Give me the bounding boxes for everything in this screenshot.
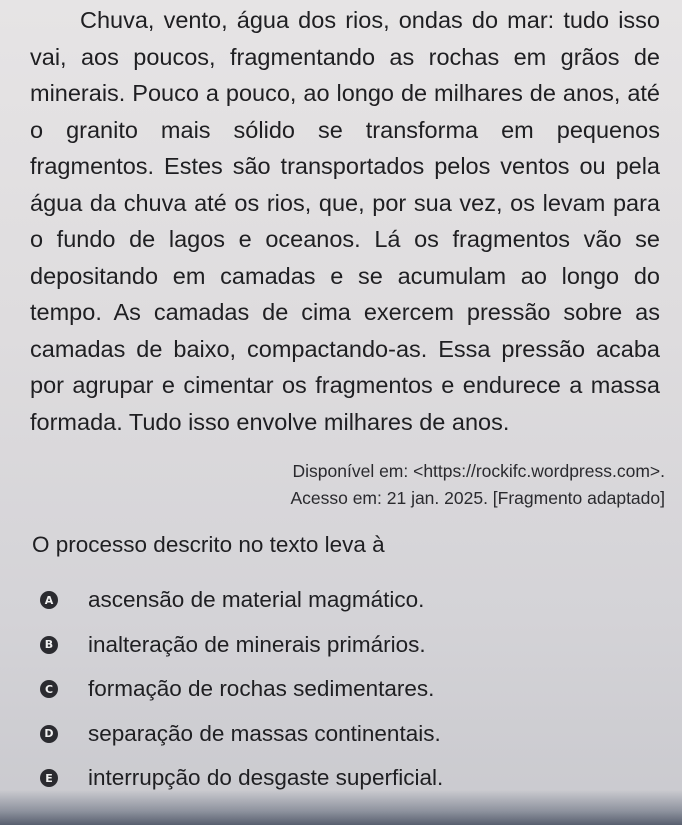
option-c-letter-badge: C [40, 680, 58, 698]
option-a-letter-badge: A [40, 591, 58, 609]
option-c[interactable] [40, 667, 640, 712]
source-url-line: Disponível em: <https://rockifc.wordpress.com>. [292, 461, 665, 481]
question-stem: O processo descrito no texto leva à [32, 532, 385, 557]
option-a-text: ascensão de material magmático. [88, 587, 425, 613]
source-citation [200, 458, 665, 512]
option-a[interactable] [40, 578, 640, 623]
option-b-letter-badge: B [40, 636, 58, 654]
option-d[interactable] [40, 712, 640, 757]
option-e-letter-badge: E [40, 769, 58, 787]
option-e-text: interrupção do desgaste superficial. [88, 765, 444, 791]
option-b-text: inalteração de minerais primários. [88, 631, 426, 657]
option-c-text: formação de rochas sedimentares. [88, 676, 435, 702]
answer-options [40, 578, 640, 801]
photo-bottom-shadow [0, 790, 682, 825]
option-d-text: separação de massas continentais. [88, 720, 441, 746]
option-b[interactable] [40, 623, 640, 668]
source-access-line: Acesso em: 21 jan. 2025. [Fragmento adaptado] [290, 488, 665, 508]
option-d-letter-badge: D [40, 725, 58, 743]
passage-text: Chuva, vento, água dos rios, ondas do mar: tudo isso vai, aos poucos, fragmentando as rochas em grãos de minerais. Pouco a pouco, ao longo de milhares de anos, até o granito mais sólido se transforma em pequenos fragmentos. Estes são transportados pelos ventos ou pela água da chuva até os rios, que, por sua vez, os levam para o fundo de lagos e oceanos. Lá os fragmentos vão se depositando em camadas e se acumulam ao longo do tempo. As camadas de cima exercem pressão sobre as camadas de baixo, compactando-as. Essa pressão acaba por agrupar e cimentar os fragmentos e endurece a massa formada. Tudo isso envolve milhares de anos. [30, 7, 660, 435]
